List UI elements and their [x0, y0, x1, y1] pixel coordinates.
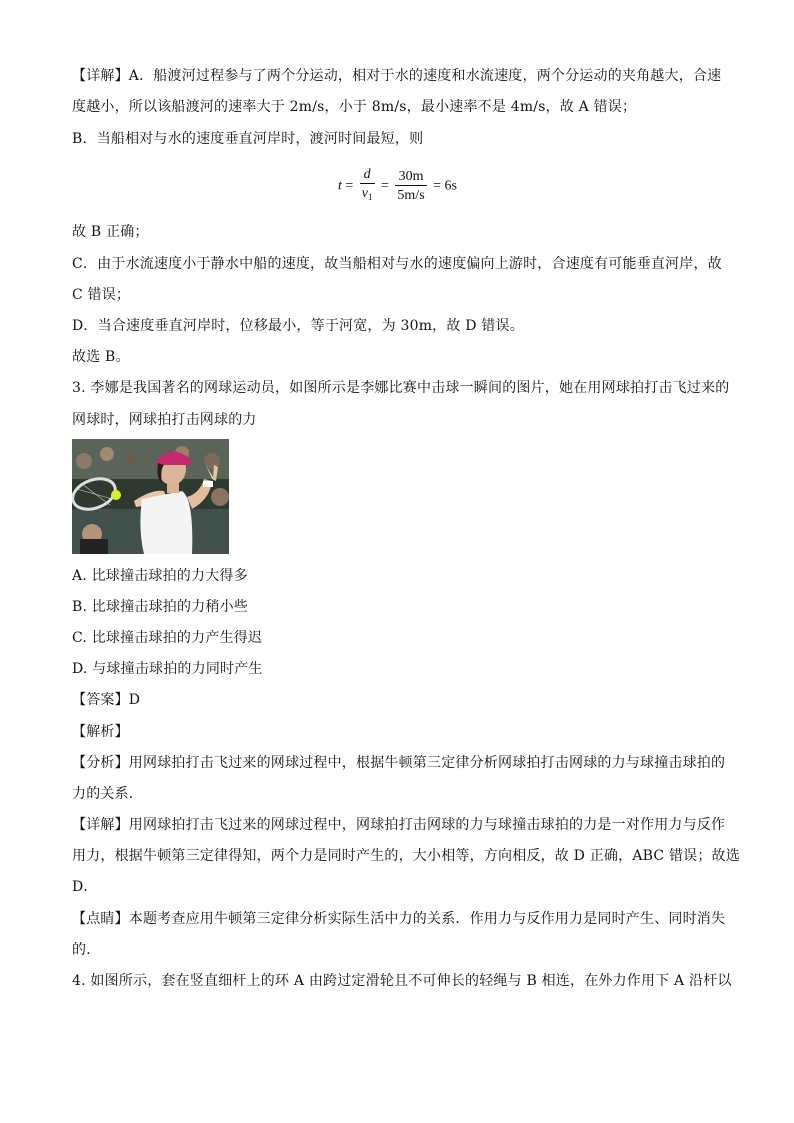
detail-line-1: 【详解】用网球拍打击飞过来的网球过程中，网球拍打击网球的力与球撞击球拍的力是一对作用力与反作	[72, 817, 726, 833]
question-3-line-2: 网球时，网球拍打击网球的力	[72, 412, 257, 428]
time-formula	[338, 166, 457, 206]
option-b: B. 比球撞击球拍的力稍小些	[72, 599, 248, 615]
solution-c-line-1: C．由于水流速度小于静水中船的速度，故当船相对与水的速度偏向上游时，合速度有可能垂直河岸，故	[72, 256, 722, 272]
comment-line-2: 的．	[72, 942, 101, 958]
option-a: A. 比球撞击球拍的力大得多	[72, 568, 248, 584]
detail-line-2: 用力，根据牛顿第三定律得知，两个力是同时产生的，大小相等，方向相反，故 D 正确，ABC 错误；故选	[72, 848, 740, 864]
formula-result: = 6s	[433, 178, 457, 194]
formula-equals-1: =	[345, 178, 354, 194]
analysis-heading: 【解析】	[72, 724, 129, 740]
formula-fraction-values	[395, 168, 426, 205]
formula-fraction-d-over-v	[360, 166, 375, 207]
detail-line-3: D．	[72, 879, 98, 895]
analysis-line-1: 【分析】用网球拍打击飞过来的网球过程中，根据牛顿第三定律分析网球拍打击网球的力与球撞击球拍的	[72, 755, 726, 771]
question-4-line-1: 4. 如图所示，套在竖直细杆上的环 A 由跨过定滑轮且不可伸长的轻绳与 B 相连，在外力作用下 A 沿杆以	[72, 973, 732, 989]
solution-c-line-2: C 错误；	[72, 287, 131, 303]
solution-b-correct: 故 B 正确；	[72, 224, 149, 240]
question-3-line-1: 3. 李娜是我国著名的网球运动员，如图所示是李娜比赛中击球一瞬间的图片，她在用网球拍打击飞过来的	[72, 380, 730, 396]
formula-numerator: 30m	[395, 168, 426, 186]
solution-detail-line-3: B．当船相对与水的速度垂直河岸时，渡河时间最短，则	[72, 131, 424, 147]
formula-v-subscript: 1	[368, 192, 373, 202]
formula-denominator: 5m/s	[397, 188, 425, 203]
choose-b-line: 故选 B。	[72, 349, 130, 365]
option-c: C. 比球撞击球拍的力产生得迟	[72, 630, 263, 646]
tennis-player-photo	[72, 439, 229, 554]
formula-t: t	[338, 178, 342, 194]
formula-v: v	[361, 186, 369, 201]
formula-d: d	[360, 166, 375, 184]
comment-line-1: 【点睛】本题考查应用牛顿第三定律分析实际生活中力的关系．作用力与反作用力是同时产生、同时消失	[72, 911, 726, 927]
formula-equals-2: =	[381, 178, 389, 194]
solution-detail-line-1: 【详解】A．船渡河过程参与了两个分运动，相对于水的速度和水流速度，两个分运动的夹角越大，合速	[72, 68, 722, 84]
option-d: D. 与球撞击球拍的力同时产生	[72, 661, 263, 677]
solution-d-line: D．当合速度垂直河岸时，位移最小，等于河宽，为 30m，故 D 错误。	[72, 318, 524, 334]
analysis-line-2: 力的关系．	[72, 786, 143, 802]
answer-line: 【答案】D	[72, 692, 141, 708]
solution-detail-line-2: 度越小，所以该船渡河的速率大于 2m/s，小于 8m/s，最小速率不是 4m/s，故 A 错误；	[72, 99, 637, 115]
